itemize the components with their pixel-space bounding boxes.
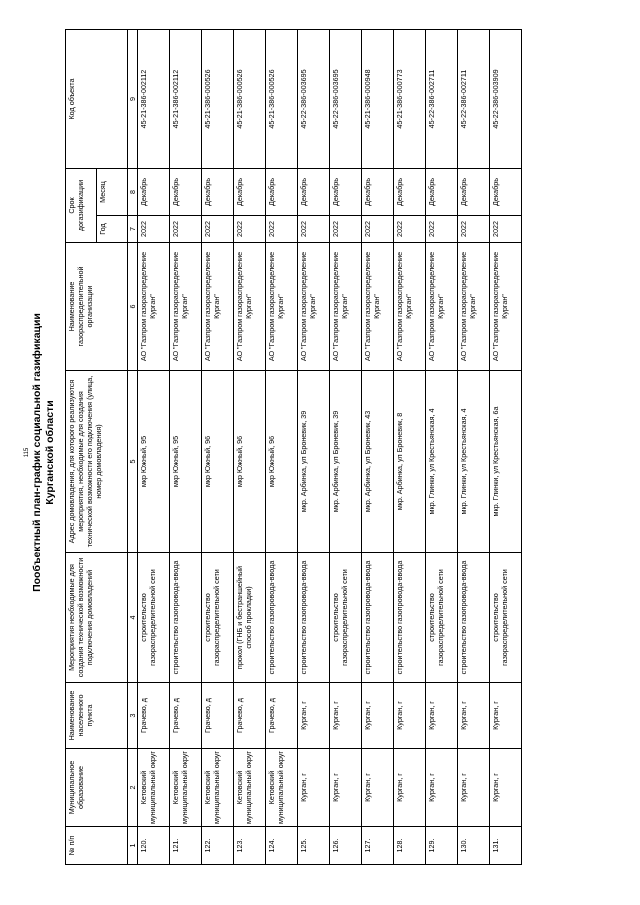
table-row — [298, 30, 330, 865]
cell-year: 2022 — [138, 216, 170, 243]
cell-year: 2022 — [266, 216, 298, 243]
cell-num: 128. — [394, 827, 426, 865]
header-month: Месяц — [97, 169, 128, 216]
header-year: Год — [97, 216, 128, 243]
cell-code: 45-21-386-000526 — [202, 30, 234, 169]
header-num: № п/п — [66, 827, 128, 865]
cell-organization: АО "Газпром газораспределение Курган" — [490, 243, 522, 371]
cell-month: Декабрь — [490, 169, 522, 216]
table-row — [394, 30, 426, 865]
cell-num: 124. — [266, 827, 298, 865]
column-number: 6 — [128, 243, 138, 371]
table-row — [202, 30, 234, 865]
cell-settlement: Курган, г — [458, 683, 490, 749]
cell-municipality: Кетовский муниципальный округ — [138, 749, 170, 827]
cell-municipality: Курган, г — [490, 749, 522, 827]
cell-address: мкр. Арбинка, ул Броневик, 8 — [394, 371, 426, 553]
cell-measure: строительство газораспределительной сети — [202, 553, 234, 683]
cell-address: мкр. Глинки, ул Крестьянская, 6а — [490, 371, 522, 553]
table-row — [458, 30, 490, 865]
header-municipality: Муниципальное образование — [66, 749, 128, 827]
title-line-1: Пообъектный план-график социальной газификации — [31, 313, 43, 592]
cell-organization: АО "Газпром газораспределение Курган" — [362, 243, 394, 371]
cell-num: 121. — [170, 827, 202, 865]
cell-settlement: Курган, г — [394, 683, 426, 749]
cell-code: 45-22-386-003695 — [330, 30, 362, 169]
cell-settlement: Курган, г — [362, 683, 394, 749]
cell-year: 2022 — [490, 216, 522, 243]
cell-settlement: Грачево, д — [266, 683, 298, 749]
cell-code: 45-21-386-000526 — [234, 30, 266, 169]
cell-year: 2022 — [362, 216, 394, 243]
cell-settlement: Грачево, д — [234, 683, 266, 749]
cell-measure: строительство газораспределительной сети — [426, 553, 458, 683]
document-title — [31, 0, 57, 905]
cell-settlement: Курган, г — [298, 683, 330, 749]
table-row — [362, 30, 394, 865]
cell-municipality: Курган, г — [330, 749, 362, 827]
cell-organization: АО "Газпром газораспределение Курган" — [234, 243, 266, 371]
column-number: 1 — [128, 827, 138, 865]
cell-code: 45-21-386-000948 — [362, 30, 394, 169]
cell-code: 45-22-386-003909 — [490, 30, 522, 169]
cell-code: 45-22-386-002711 — [458, 30, 490, 169]
cell-num: 127. — [362, 827, 394, 865]
cell-organization: АО "Газпром газораспределение Курган" — [330, 243, 362, 371]
cell-address: мкр. Арбинка, ул Броневик, 39 — [330, 371, 362, 553]
cell-num: 120. — [138, 827, 170, 865]
table-header — [66, 30, 138, 865]
cell-measure: строительство газопровода-ввода — [298, 553, 330, 683]
cell-municipality: Курган, г — [362, 749, 394, 827]
cell-address: мкр. Глинки, ул Крестьянская, 4 — [458, 371, 490, 553]
cell-organization: АО "Газпром газораспределение Курган" — [426, 243, 458, 371]
cell-num: 126. — [330, 827, 362, 865]
cell-month: Декабрь — [458, 169, 490, 216]
cell-num: 125. — [298, 827, 330, 865]
cell-year: 2022 — [234, 216, 266, 243]
cell-measure: строительство газопровода-ввода — [458, 553, 490, 683]
column-number: 2 — [128, 749, 138, 827]
column-number: 9 — [128, 30, 138, 169]
cell-address: мкр Южный, 95 — [170, 371, 202, 553]
cell-settlement: Грачево, д — [170, 683, 202, 749]
cell-num: 130. — [458, 827, 490, 865]
cell-month: Декабрь — [426, 169, 458, 216]
cell-month: Декабрь — [394, 169, 426, 216]
header-address: Адрес домовладения, для которого реализуются мероприятия, необходимые для создания технической возможности его подключения (улица, номер домовладения) — [66, 371, 128, 553]
page-number: 115 — [24, 447, 30, 458]
cell-year: 2022 — [426, 216, 458, 243]
table-row — [330, 30, 362, 865]
column-number: 5 — [128, 371, 138, 553]
cell-settlement: Курган, г — [490, 683, 522, 749]
cell-municipality: Кетовский муниципальный округ — [234, 749, 266, 827]
header-code: Код объекта — [66, 30, 128, 169]
cell-settlement: Курган, г — [426, 683, 458, 749]
cell-code: 45-22-386-003695 — [298, 30, 330, 169]
cell-month: Декабрь — [330, 169, 362, 216]
cell-month: Декабрь — [138, 169, 170, 216]
header-organization: Наименование газораспределительной организации — [66, 243, 128, 371]
title-line-2: Курганской области — [44, 400, 56, 505]
table-row — [490, 30, 522, 865]
cell-year: 2022 — [458, 216, 490, 243]
cell-settlement: Курган, г — [330, 683, 362, 749]
header-term: Срок догазификации — [66, 169, 97, 243]
cell-municipality: Кетовский муниципальный округ — [170, 749, 202, 827]
cell-address: мкр. Арбинка, ул Броневик, 43 — [362, 371, 394, 553]
cell-code: 45-21-386-002112 — [170, 30, 202, 169]
gasification-schedule-table — [65, 29, 522, 865]
cell-num: 129. — [426, 827, 458, 865]
cell-measure: строительство газораспределительной сети — [138, 553, 170, 683]
column-number: 8 — [128, 169, 138, 216]
cell-municipality: Курган, г — [426, 749, 458, 827]
cell-num: 131. — [490, 827, 522, 865]
cell-measure: строительство газопровода-ввода — [266, 553, 298, 683]
column-number: 7 — [128, 216, 138, 243]
cell-address: мкр Южный, 96 — [234, 371, 266, 553]
cell-year: 2022 — [202, 216, 234, 243]
cell-month: Декабрь — [202, 169, 234, 216]
cell-address: мкр Южный, 96 — [202, 371, 234, 553]
cell-organization: АО "Газпром газораспределение Курган" — [266, 243, 298, 371]
cell-organization: АО "Газпром газораспределение Курган" — [170, 243, 202, 371]
column-number: 3 — [128, 683, 138, 749]
cell-measure: строительство газопровода-ввода — [394, 553, 426, 683]
header-settlement: Наименование населенного пункта — [66, 683, 128, 749]
cell-address: мкр Южный, 96 — [266, 371, 298, 553]
cell-municipality: Кетовский муниципальный округ — [202, 749, 234, 827]
cell-measure: строительство газопровода-ввода — [170, 553, 202, 683]
cell-municipality: Курган, г — [394, 749, 426, 827]
cell-settlement: Грачево, д — [202, 683, 234, 749]
table-row — [234, 30, 266, 865]
cell-month: Декабрь — [298, 169, 330, 216]
table-row — [426, 30, 458, 865]
cell-organization: АО "Газпром газораспределение Курган" — [394, 243, 426, 371]
cell-organization: АО "Газпром газораспределение Курган" — [202, 243, 234, 371]
column-number: 4 — [128, 553, 138, 683]
column-number-row — [128, 30, 138, 865]
cell-year: 2022 — [394, 216, 426, 243]
cell-code: 45-21-386-002112 — [138, 30, 170, 169]
cell-address: мкр. Арбинка, ул Броневик, 39 — [298, 371, 330, 553]
cell-year: 2022 — [330, 216, 362, 243]
table-body — [138, 30, 522, 865]
cell-code: 45-21-386-000526 — [266, 30, 298, 169]
cell-municipality: Кетовский муниципальный округ — [266, 749, 298, 827]
cell-measure: строительство газопровода-ввода — [362, 553, 394, 683]
cell-code: 45-22-386-002711 — [426, 30, 458, 169]
cell-municipality: Курган, г — [458, 749, 490, 827]
cell-organization: АО "Газпром газораспределение Курган" — [458, 243, 490, 371]
table-row — [170, 30, 202, 865]
cell-year: 2022 — [298, 216, 330, 243]
cell-num: 122. — [202, 827, 234, 865]
cell-organization: АО "Газпром газораспределение Курган" — [298, 243, 330, 371]
cell-settlement: Грачево, д — [138, 683, 170, 749]
cell-measure: прокол (ГНБ и бестраншейный способ прокладки) — [234, 553, 266, 683]
cell-code: 45-21-386-000773 — [394, 30, 426, 169]
table-row — [138, 30, 170, 865]
cell-num: 123. — [234, 827, 266, 865]
cell-month: Декабрь — [266, 169, 298, 216]
cell-month: Декабрь — [362, 169, 394, 216]
cell-municipality: Курган, г — [298, 749, 330, 827]
cell-year: 2022 — [170, 216, 202, 243]
header-measures: Мероприятия необходимые для создания технической возможности подключения домовладений — [66, 553, 128, 683]
table-row — [266, 30, 298, 865]
cell-measure: строительство газораспределительной сети — [490, 553, 522, 683]
cell-measure: строительство газораспределительной сети — [330, 553, 362, 683]
cell-organization: АО "Газпром газораспределение Курган" — [138, 243, 170, 371]
cell-month: Декабрь — [234, 169, 266, 216]
cell-address: мкр Южный, 95 — [138, 371, 170, 553]
cell-month: Декабрь — [170, 169, 202, 216]
cell-address: мкр. Глинки, ул Крестьянская, 4 — [426, 371, 458, 553]
